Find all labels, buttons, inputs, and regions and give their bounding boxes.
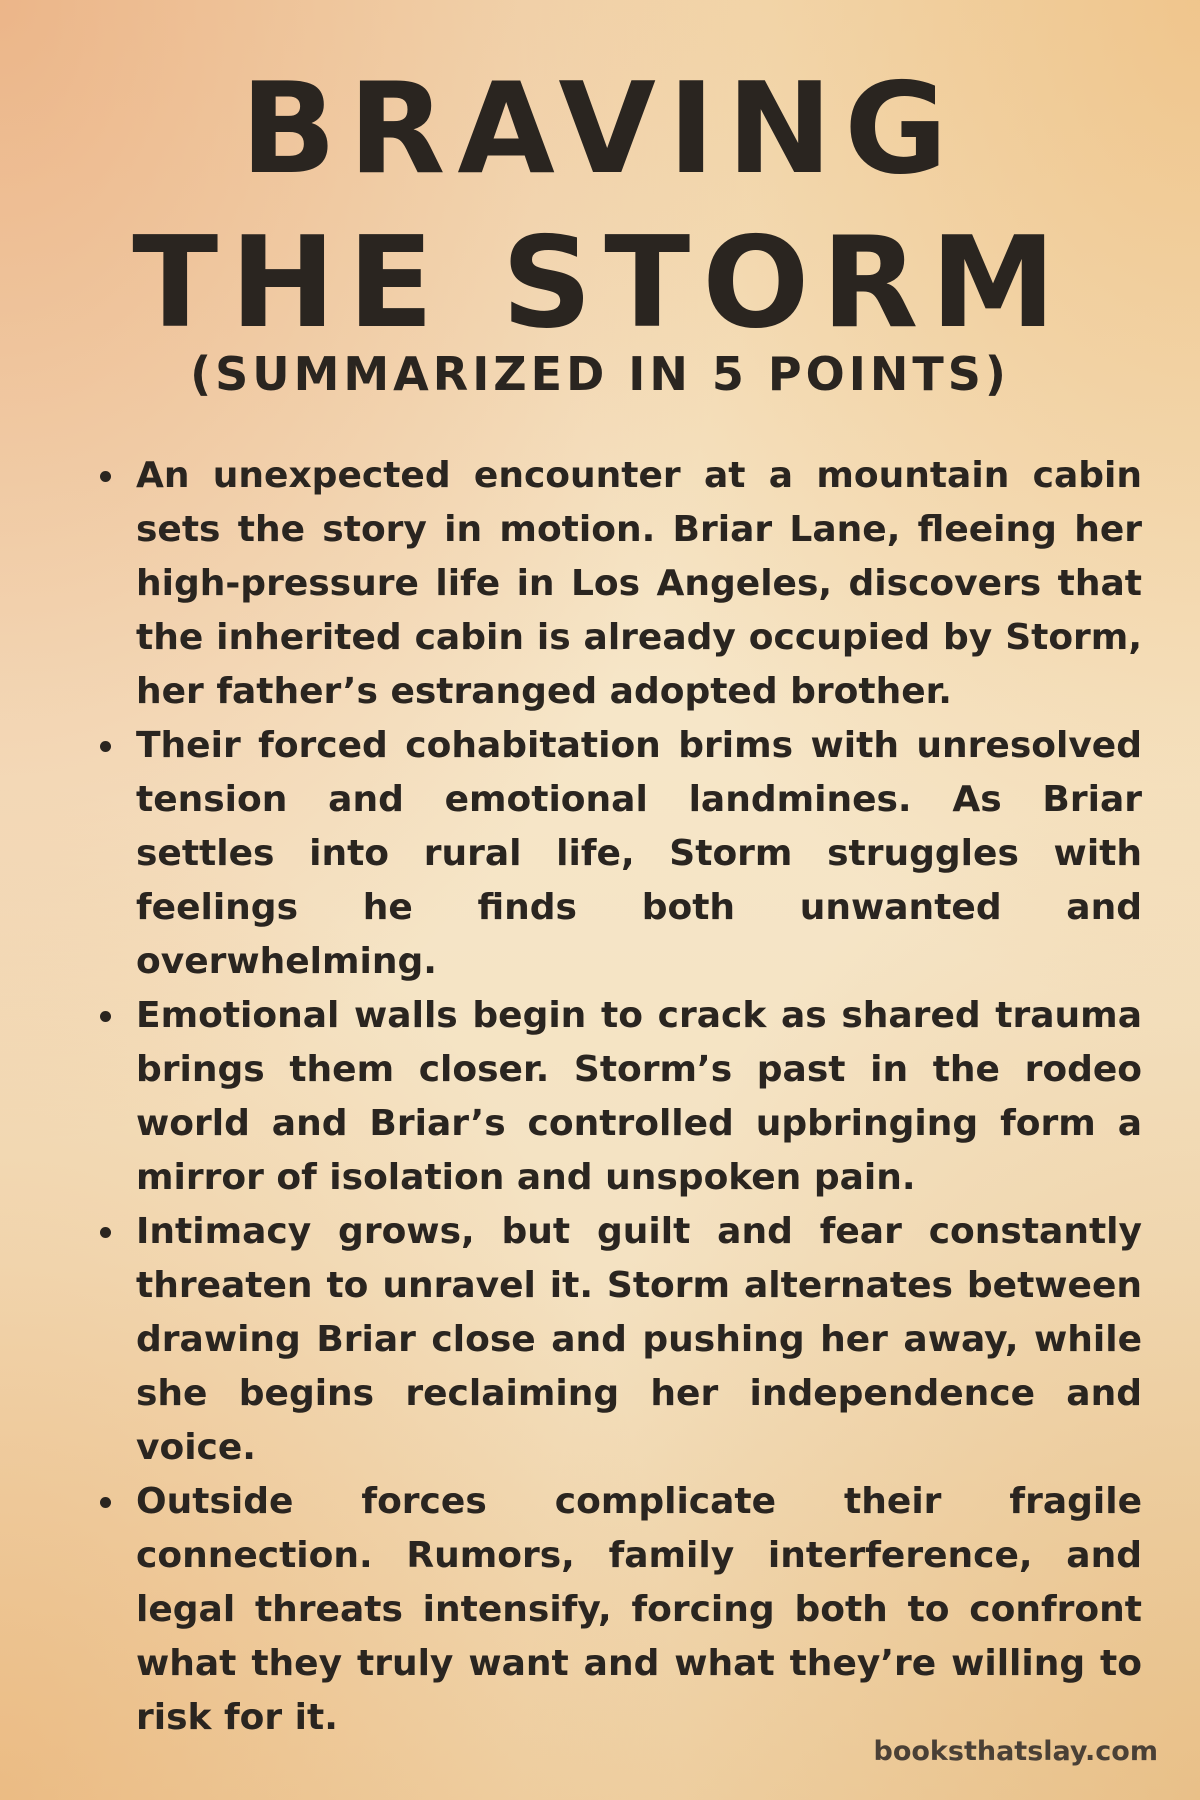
summary-point-4 [96, 1205, 1142, 1475]
summary-point-text: Emotional walls begin to crack as shared trauma brings them closer. Storm’s past in the rodeo world and Briar’s controlled upbringing form a mirror of isolation and unspoken pain. [136, 995, 1142, 1198]
bullet-icon [100, 741, 111, 752]
summary-point-3 [96, 989, 1142, 1205]
summary-point-2 [96, 719, 1142, 989]
bullet-icon [100, 1227, 111, 1238]
summary-point-text: Intimacy grows, but guilt and fear constantly threaten to unravel it. Storm alternates between drawing Briar close and pushing her away, while she begins reclaiming her independence and voice. [136, 1211, 1142, 1468]
page-subtitle: (SUMMARIZED IN 5 POINTS) [190, 347, 1010, 401]
summary-points-list [96, 449, 1142, 1745]
bullet-icon [100, 471, 111, 482]
page-title: BRAVING THE STORM [132, 55, 1068, 356]
bullet-icon [100, 1497, 111, 1508]
summary-point-text: Outside forces complicate their fragile connection. Rumors, family interference, and legal threats intensify, forcing both to confront what they truly want and what they’re willing to risk for it. [136, 1481, 1142, 1738]
summary-point-text: An unexpected encounter at a mountain cabin sets the story in motion. Briar Lane, fleeing her high-pressure life in Los Angeles, discovers that the inherited cabin is already occupied by Storm, her father’s estranged adopted brother. [136, 455, 1142, 712]
bullet-icon [100, 1011, 111, 1022]
summary-point-text: Their forced cohabitation brims with unresolved tension and emotional landmines. As Briar settles into rural life, Storm struggles with feelings he finds both unwanted and overwhelming. [136, 725, 1142, 982]
summary-point-1 [96, 449, 1142, 719]
website-credit: booksthatslay.com [873, 1736, 1158, 1767]
summary-point-5 [96, 1475, 1142, 1745]
